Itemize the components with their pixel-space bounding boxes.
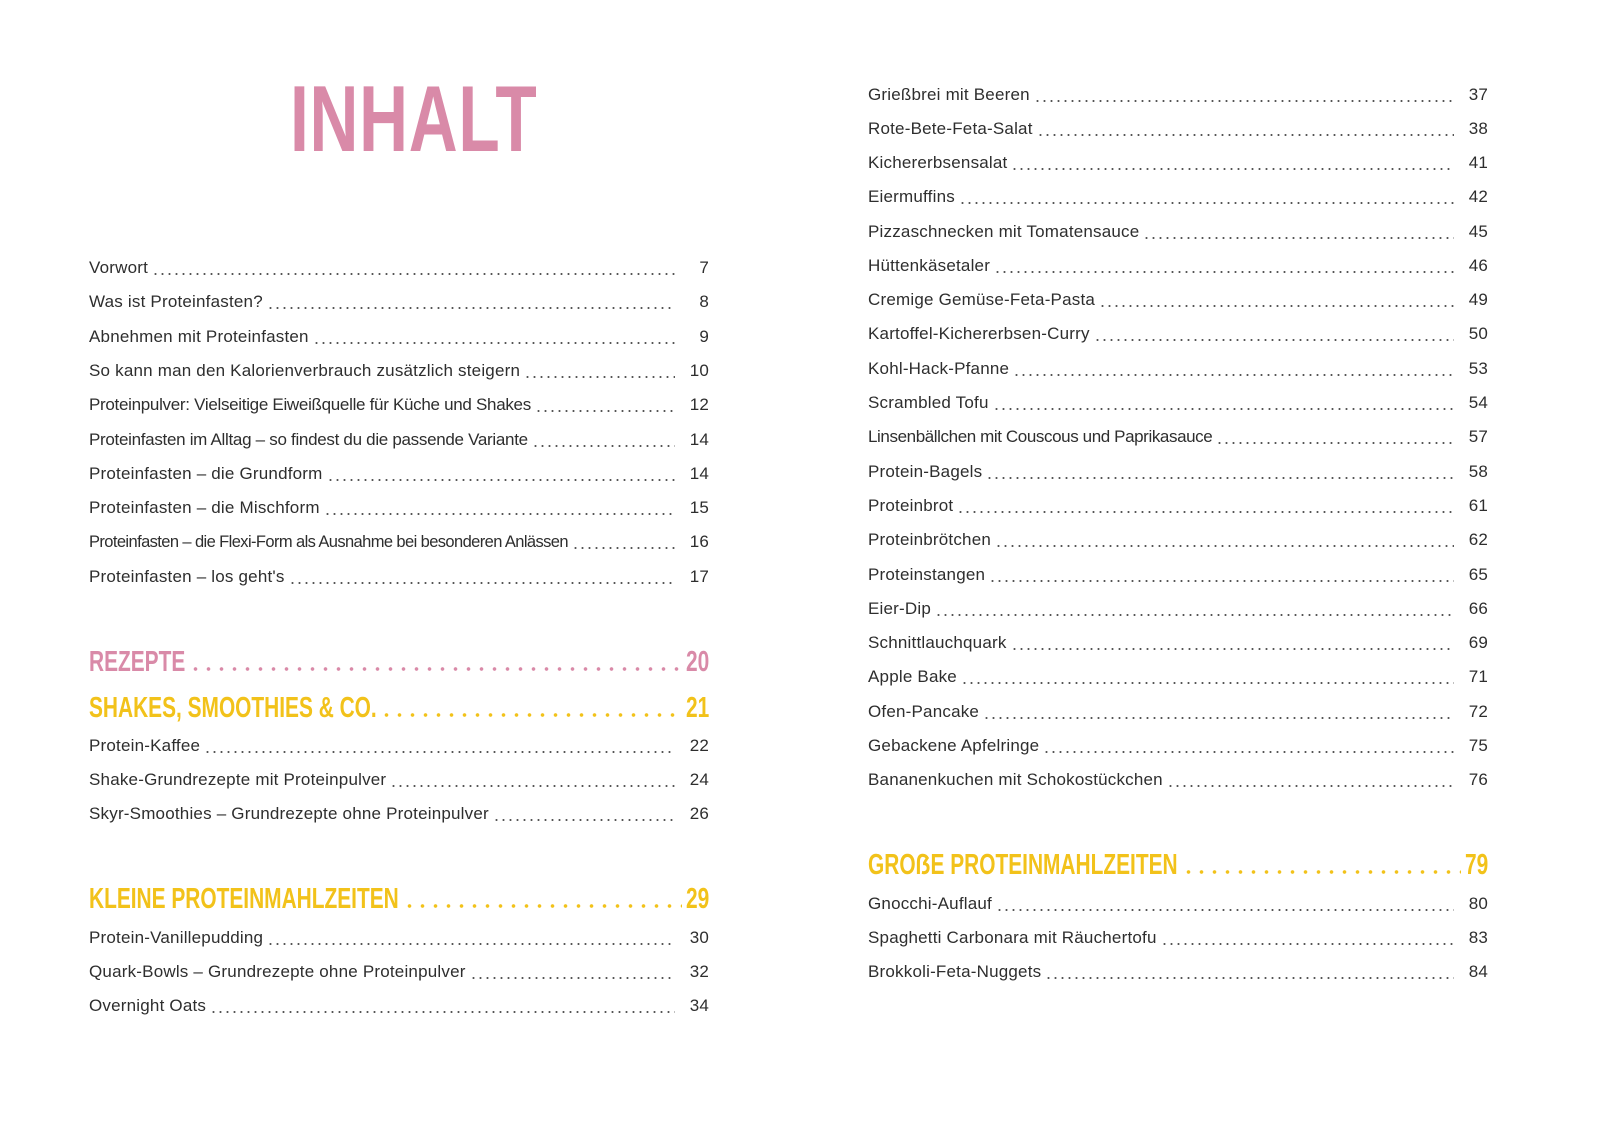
dot-leader <box>995 545 1454 547</box>
toc-entry[interactable] <box>868 697 1488 727</box>
dot-leader <box>1043 751 1454 753</box>
toc-entry-page: 42 <box>1468 187 1488 206</box>
toc-entry-label: Protein-Kaffee <box>89 736 201 755</box>
toc-entry[interactable] <box>868 388 1488 418</box>
toc-entry[interactable] <box>868 422 1488 452</box>
toc-entry-label: Kichererbsensalat <box>868 153 1008 172</box>
toc-entry[interactable] <box>868 731 1488 761</box>
toc-heading-label: KLEINE PROTEINMAHLZEITEN <box>89 883 399 915</box>
dot-leader <box>470 977 675 979</box>
toc-entry[interactable] <box>868 662 1488 692</box>
dot-leader <box>380 713 681 717</box>
dot-leader <box>983 717 1454 719</box>
dot-leader <box>572 547 675 549</box>
toc-entry-label: Kohl-Hack-Pfanne <box>868 359 1010 378</box>
toc-entry-page: 53 <box>1468 359 1488 378</box>
toc-entry-label: Bananenkuchen mit Schokostückchen <box>868 770 1163 789</box>
dot-leader <box>390 785 675 787</box>
dot-leader <box>1216 442 1454 444</box>
toc-entry-label: Overnight Oats <box>89 996 207 1015</box>
toc-entry-label: Brokkoli-Feta-Nuggets <box>868 962 1042 981</box>
dot-leader <box>935 614 1454 616</box>
toc-entry-label: Proteinbrot <box>868 496 954 515</box>
toc-entry-label: Rote-Bete-Feta-Salat <box>868 119 1033 138</box>
toc-entry-page: 30 <box>689 928 709 947</box>
toc-entry-page: 15 <box>689 498 709 517</box>
toc-entry-page: 83 <box>1468 928 1488 947</box>
toc-entry-label: Proteinpulver: Vielseitige Eiweißquelle für Küche und Shakes <box>89 395 531 414</box>
dot-leader <box>493 819 675 821</box>
toc-entry-label: Gebackene Apfelringe <box>868 736 1040 755</box>
dot-leader <box>532 445 675 447</box>
toc-heading-grosse-proteinmahlzeiten[interactable] <box>868 845 1488 885</box>
toc-entry-page: 72 <box>1468 702 1488 721</box>
toc-entry-page: 45 <box>1468 222 1488 241</box>
toc-entry-page: 50 <box>1468 324 1488 343</box>
toc-entry-page: 80 <box>1468 894 1488 913</box>
dot-leader <box>1011 648 1454 650</box>
toc-entry-label: Pizzaschnecken mit Tomatensauce <box>868 222 1140 241</box>
toc-heading-kleine-proteinmahlzeiten[interactable] <box>89 879 709 919</box>
toc-entry-label: Proteinstangen <box>868 565 986 584</box>
toc-heading-label: GROẞE PROTEINMAHLZEITEN <box>868 849 1178 881</box>
dot-leader <box>1011 168 1454 170</box>
toc-entry[interactable] <box>89 356 709 386</box>
toc-heading-rezepte[interactable] <box>89 642 709 682</box>
dot-leader <box>1161 943 1454 945</box>
toc-entry-page: 71 <box>1468 667 1488 686</box>
toc-entry[interactable] <box>868 560 1488 590</box>
dot-leader <box>1094 339 1454 341</box>
toc-entry[interactable] <box>89 390 709 420</box>
toc-entry[interactable] <box>89 957 709 987</box>
toc-entry-page: 66 <box>1468 599 1488 618</box>
toc-entry-page: 12 <box>689 395 709 414</box>
toc-entry-page: 75 <box>1468 736 1488 755</box>
toc-entry[interactable] <box>868 251 1488 281</box>
toc-entry[interactable] <box>89 991 709 1021</box>
toc-entry-page: 61 <box>1468 496 1488 515</box>
toc-entry-page: 38 <box>1468 119 1488 138</box>
toc-heading-page: 21 <box>685 692 709 724</box>
toc-entry-label: Gnocchi-Auflauf <box>868 894 992 913</box>
toc-entry-label: Vorwort <box>89 258 149 277</box>
toc-entry-label: Proteinfasten im Alltag – so findest du die passende Variante <box>89 430 528 449</box>
toc-entry-page: 16 <box>689 532 709 551</box>
toc-entry-page: 7 <box>699 258 709 277</box>
dot-leader <box>961 682 1454 684</box>
toc-entry[interactable] <box>89 527 709 557</box>
right-page <box>800 0 1600 1129</box>
toc-entry-label: Scrambled Tofu <box>868 393 989 412</box>
toc-entry-label: Linsenbällchen mit Couscous und Paprikasauce <box>868 427 1213 446</box>
dot-leader <box>189 667 681 671</box>
toc-entry-label: Proteinfasten – die Grundform <box>89 464 323 483</box>
toc-heading-label: REZEPTE <box>89 646 186 678</box>
toc-entry-label: Cremige Gemüse-Feta-Pasta <box>868 290 1096 309</box>
dot-leader <box>1143 237 1454 239</box>
toc-entry-label: Abnehmen mit Proteinfasten <box>89 327 309 346</box>
toc-entry-label: Skyr-Smoothies – Grundrezepte ohne Proteinpulver <box>89 804 489 823</box>
toc-entry-page: 49 <box>1468 290 1488 309</box>
dot-leader <box>267 307 675 309</box>
toc-entry-label: Kartoffel-Kichererbsen-Curry <box>868 324 1090 343</box>
toc-entry-page: 10 <box>689 361 709 380</box>
toc-heading-page: 20 <box>685 646 709 678</box>
toc-entry-page: 46 <box>1468 256 1488 275</box>
toc-entry[interactable] <box>89 253 709 283</box>
toc-entry-page: 37 <box>1468 85 1488 104</box>
dot-leader <box>1037 134 1454 136</box>
toc-entry-label: Spaghetti Carbonara mit Räuchertofu <box>868 928 1157 947</box>
toc-entry[interactable] <box>868 319 1488 349</box>
toc-entry-page: 41 <box>1468 153 1488 172</box>
toc-entry-page: 14 <box>689 430 709 449</box>
toc-heading-page: 29 <box>685 883 709 915</box>
toc-entry[interactable] <box>868 148 1488 178</box>
toc-entry[interactable] <box>89 731 709 761</box>
dot-leader <box>1182 870 1461 874</box>
toc-entry-label: Proteinfasten – die Mischform <box>89 498 320 517</box>
dot-leader <box>535 410 675 412</box>
toc-entry[interactable] <box>868 285 1488 315</box>
toc-entry-page: 32 <box>689 962 709 981</box>
toc-entry[interactable] <box>89 493 709 523</box>
toc-entry[interactable] <box>89 425 709 455</box>
toc-entry[interactable] <box>868 491 1488 521</box>
dot-leader <box>1013 374 1454 376</box>
dot-leader <box>267 943 675 945</box>
toc-entry-page: 62 <box>1468 530 1488 549</box>
dot-leader <box>210 1011 675 1013</box>
toc-entry[interactable] <box>89 322 709 352</box>
toc-entry-page: 8 <box>699 292 709 311</box>
toc-entry[interactable] <box>89 562 709 592</box>
toc-entry-page: 22 <box>689 736 709 755</box>
toc-entry-page: 65 <box>1468 565 1488 584</box>
toc-entry-page: 14 <box>689 464 709 483</box>
toc-entry-label: Protein-Bagels <box>868 462 983 481</box>
toc-entry[interactable] <box>89 287 709 317</box>
toc-entry[interactable] <box>868 957 1488 987</box>
dot-leader <box>1045 977 1454 979</box>
toc-entry[interactable] <box>868 765 1488 795</box>
toc-entry-page: 26 <box>689 804 709 823</box>
toc-entry-label: Proteinfasten – die Flexi-Form als Ausnahme bei besonderen Anlässen <box>89 533 568 551</box>
dot-leader <box>524 376 675 378</box>
toc-entry-label: Apple Bake <box>868 667 957 686</box>
toc-entry-label: Was ist Proteinfasten? <box>89 292 263 311</box>
toc-heading-label: SHAKES, SMOOTHIES & CO. <box>89 692 377 724</box>
toc-entry-label: Ofen-Pancake <box>868 702 980 721</box>
dot-leader <box>1034 100 1454 102</box>
toc-entry[interactable] <box>868 923 1488 953</box>
dot-leader <box>324 513 675 515</box>
toc-entry[interactable] <box>868 217 1488 247</box>
toc-entry-label: Grießbrei mit Beeren <box>868 85 1030 104</box>
toc-entry[interactable] <box>89 459 709 489</box>
toc-entry-page: 84 <box>1468 962 1488 981</box>
toc-entry-label: Quark-Bowls – Grundrezepte ohne Proteinpulver <box>89 962 466 981</box>
toc-entry-page: 9 <box>699 327 709 346</box>
toc-entry-page: 17 <box>689 567 709 586</box>
dot-leader <box>1167 785 1454 787</box>
dot-leader <box>1099 305 1454 307</box>
toc-entry[interactable] <box>868 354 1488 384</box>
toc-entry-label: Protein-Vanillepudding <box>89 928 264 947</box>
dot-leader <box>996 909 1454 911</box>
dot-leader <box>313 342 675 344</box>
toc-entry-label: So kann man den Kalorienverbrauch zusätzlich steigern <box>89 361 521 380</box>
toc-heading-page: 79 <box>1464 849 1488 881</box>
toc-entry-page: 57 <box>1468 427 1488 446</box>
toc-entry-label: Eiermuffins <box>868 187 955 206</box>
toc-entry-page: 76 <box>1468 770 1488 789</box>
toc-entry-label: Hüttenkäsetaler <box>868 256 991 275</box>
toc-entry-label: Proteinfasten – los geht's <box>89 567 285 586</box>
dot-leader <box>152 273 675 275</box>
page-title: INHALT <box>290 66 538 171</box>
dot-leader <box>957 511 1454 513</box>
toc-entry-page: 54 <box>1468 393 1488 412</box>
toc-entry-label: Eier-Dip <box>868 599 932 618</box>
toc-entry[interactable] <box>868 594 1488 624</box>
toc-entry-label: Schnittlauchquark <box>868 633 1007 652</box>
toc-entry-page: 58 <box>1468 462 1488 481</box>
toc-entry-page: 34 <box>689 996 709 1015</box>
toc-entry[interactable] <box>868 889 1488 919</box>
dot-leader <box>994 271 1454 273</box>
toc-entry[interactable] <box>89 765 709 795</box>
toc-entry[interactable] <box>868 628 1488 658</box>
toc-entry-page: 69 <box>1468 633 1488 652</box>
toc-heading-shakes[interactable] <box>89 688 709 728</box>
dot-leader <box>289 582 675 584</box>
toc-entry[interactable] <box>868 114 1488 144</box>
dot-leader <box>204 751 675 753</box>
toc-entry-label: Shake-Grundrezepte mit Proteinpulver <box>89 770 387 789</box>
toc-entry[interactable] <box>89 923 709 953</box>
dot-leader <box>986 477 1454 479</box>
dot-leader <box>327 479 675 481</box>
dot-leader <box>993 408 1454 410</box>
toc-entry[interactable] <box>868 182 1488 212</box>
toc-entry-page: 24 <box>689 770 709 789</box>
toc-entry[interactable] <box>868 525 1488 555</box>
toc-entry[interactable] <box>89 799 709 829</box>
dot-leader <box>959 202 1454 204</box>
dot-leader <box>989 580 1454 582</box>
toc-entry[interactable] <box>868 80 1488 110</box>
toc-entry-label: Proteinbrötchen <box>868 530 992 549</box>
dot-leader <box>403 904 682 908</box>
toc-entry[interactable] <box>868 457 1488 487</box>
